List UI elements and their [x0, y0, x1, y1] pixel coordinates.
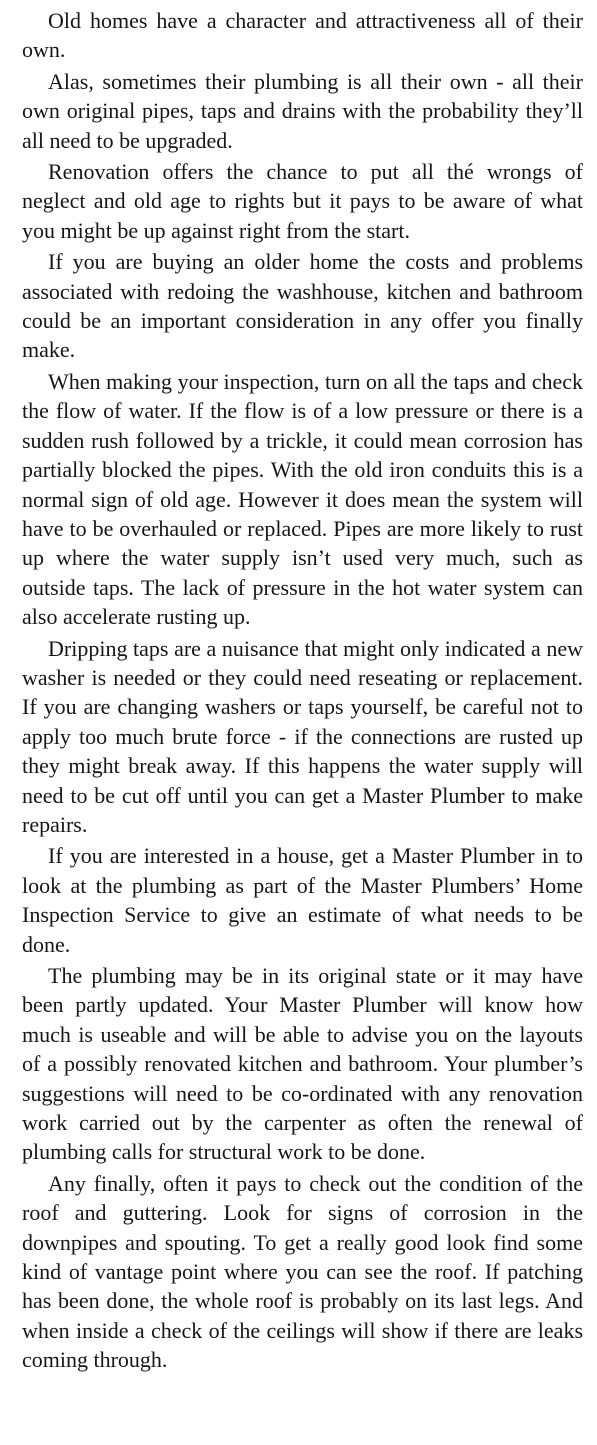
paragraph-6: Dripping taps are a nuisance that might only indicated a new washer is needed or they could need reseating or replacement. If you are changing washers or taps yourself, be careful not to apply too much brute force - if the connections are rusted up they might break away. If this happens the water supply will need to be cut off until you can get a Master Plumber to make repairs.	[22, 635, 583, 837]
paragraph-3: Renovation offers the chance to put all thé wrongs of neglect and old age to rights but it pays to be aware of what you might be up against right from the start.	[22, 159, 583, 243]
paragraph-8: The plumbing may be in its original state or it may have been partly updated. Your Master Plumber will know how much is useable and will be able to advise you on the layouts of a possibly renovated kitchen and bathroom. Your plumber’s suggestions will need to be co-ordinated with any renovation work carried out by the carpenter as often the renewal of plumbing calls for structural work to be done.	[22, 963, 583, 1165]
paragraph-7: If you are interested in a house, get a Master Plumber in to look at the plumbing as part of the Master Plumbers’ Home Inspection Service to give an estimate of what needs to be done.	[22, 843, 583, 957]
paragraph-5: When making your inspection, turn on all the taps and check the flow of water. If the flow is of a low pressure or there is a sudden rush followed by a trickle, it could mean corrosion has partially blocked the pipes. With the old iron conduits this is a normal sign of old age. However it does mean the system will have to be overhauled or replaced. Pipes are more likely to rust up where the water supply isn’t used very much, such as outside taps. The lack of pressure in the hot water system can also accelerate rusting up.	[22, 368, 583, 630]
paragraph-1: Old homes have a character and attractiveness all of their own.	[22, 8, 583, 63]
paragraph-9: Any finally, often it pays to check out the condition of the roof and guttering. Look for signs of corrosion in the downpipes and spouting. To get a really good look find some kind of vantage point where you can see the roof. If patching has been done, the whole roof is probably on its last legs. And when inside a check of the ceilings will show if there are leaks coming through.	[22, 1170, 583, 1373]
paragraph-4: If you are buying an older home the costs and problems associated with redoing the washhouse, kitchen and bathroom could be an important consideration in any offer you finally make.	[22, 249, 583, 363]
paragraph-2: Alas, sometimes their plumbing is all their own - all their own original pipes, taps and drains with the probability they’ll all need to be upgraded.	[22, 68, 583, 153]
